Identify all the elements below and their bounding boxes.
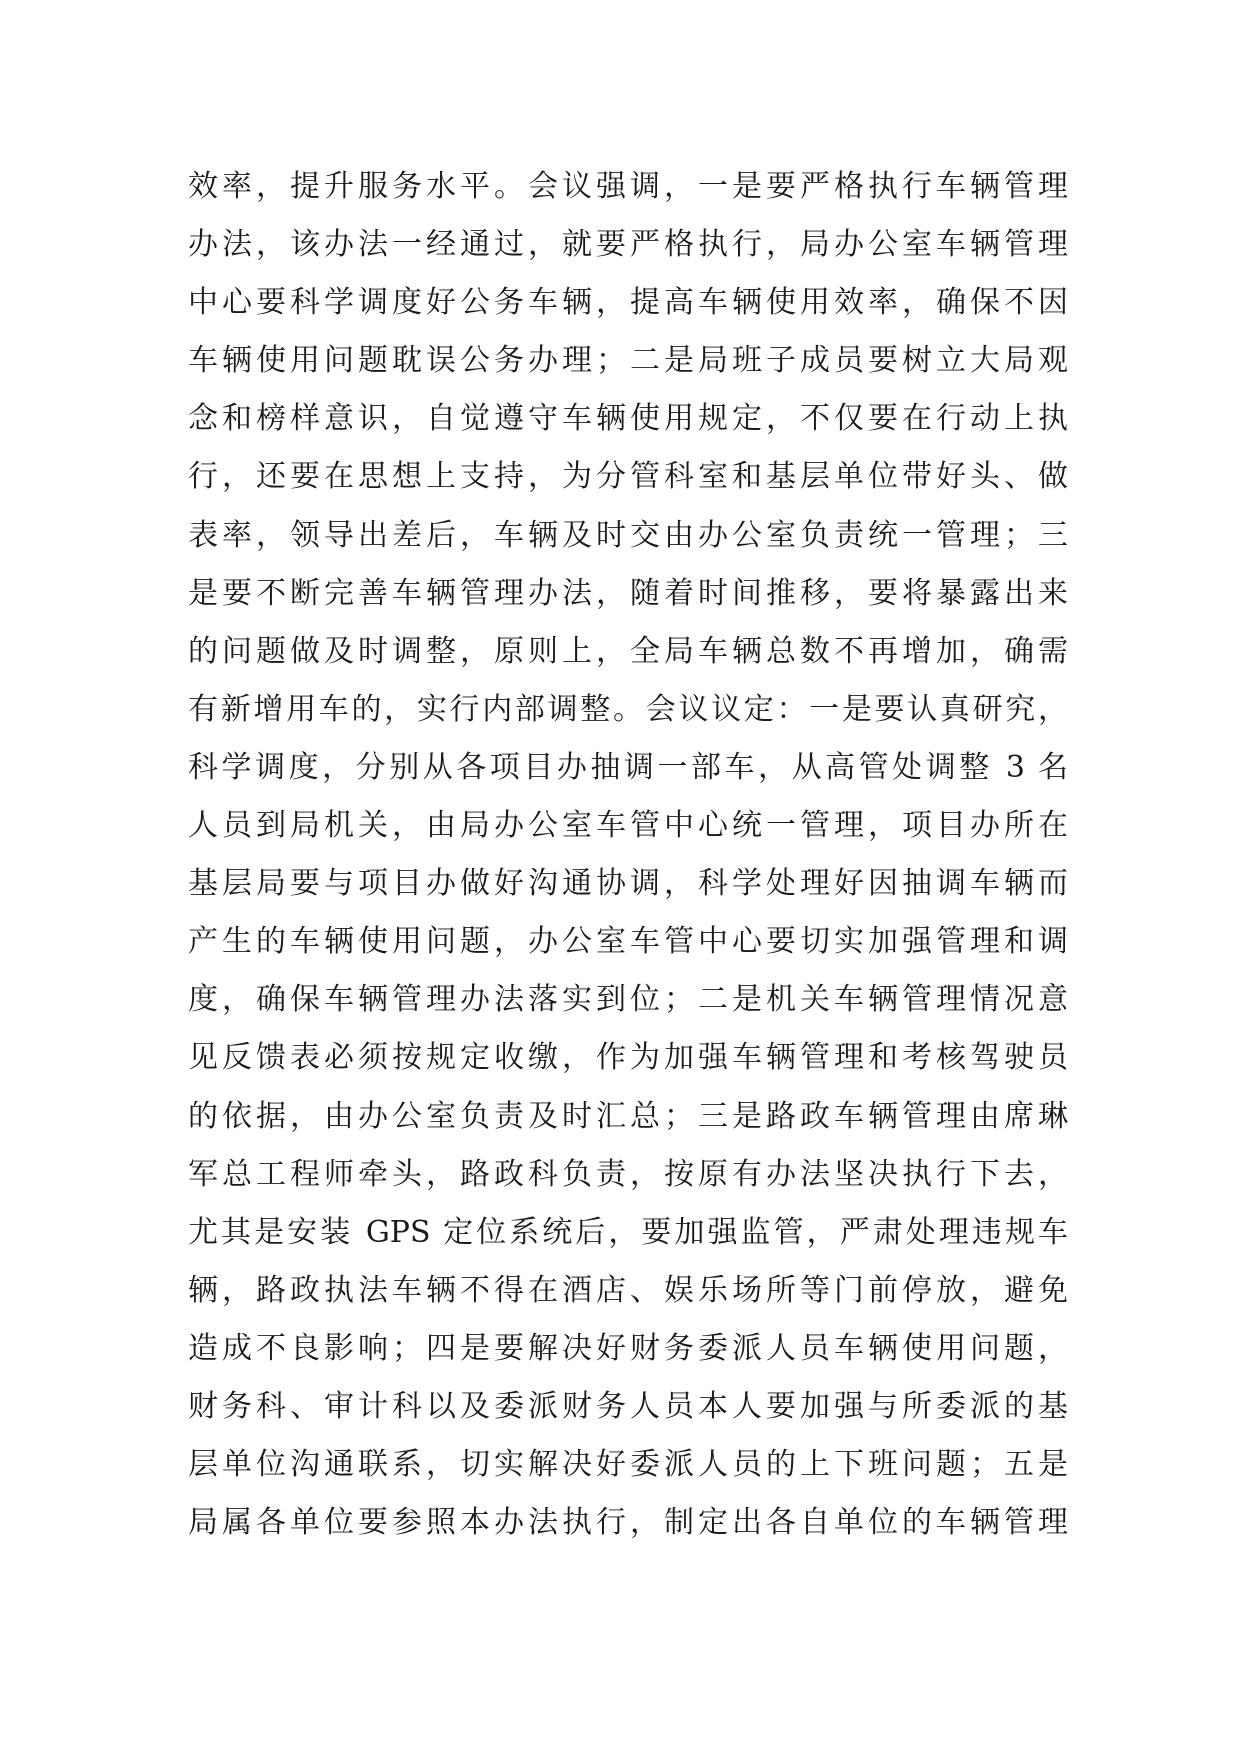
text-line: 中心要科学调度好公务车辆，提高车辆使用效率，确保不因 xyxy=(188,285,1068,321)
text-line: 造成不良影响；四是要解决好财务委派人员车辆使用问题， xyxy=(188,1330,1068,1366)
text-line: 表率，领导出差后，车辆及时交由办公室负责统一管理；三 xyxy=(188,517,1068,553)
text-line: 的问题做及时调整，原则上，全局车辆总数不再增加，确需 xyxy=(188,633,1068,669)
text-line: 层单位沟通联系，切实解决好委派人员的上下班问题；五是 xyxy=(188,1447,1068,1483)
text-line: 科学调度，分别从各项目办抽调一部车，从高管处调整 3 名 xyxy=(188,749,1068,785)
text-line: 财务科、审计科以及委派财务人员本人要加强与所委派的基 xyxy=(188,1388,1068,1424)
text-line: 车辆使用问题耽误公务办理；二是局班子成员要树立大局观 xyxy=(188,343,1068,379)
text-line: 行，还要在思想上支持，为分管科室和基层单位带好头、做 xyxy=(188,459,1068,495)
text-line: 是要不断完善车辆管理办法，随着时间推移，要将暴露出来 xyxy=(188,575,1068,611)
body-text xyxy=(188,158,1068,1552)
text-line: 度，确保车辆管理办法落实到位；二是机关车辆管理情况意 xyxy=(188,982,1068,1018)
text-line: 军总工程师牵头，路政科负责，按原有办法坚决执行下去， xyxy=(188,1156,1068,1192)
text-line: 人员到局机关，由局办公室车管中心统一管理，项目办所在 xyxy=(188,808,1068,844)
text-line: 基层局要与项目办做好沟通协调，科学处理好因抽调车辆而 xyxy=(188,866,1068,902)
text-line: 办法，该办法一经通过，就要严格执行，局办公室车辆管理 xyxy=(188,227,1068,263)
text-line: 念和榜样意识，自觉遵守车辆使用规定，不仅要在行动上执 xyxy=(188,401,1068,437)
text-line: 有新增用车的，实行内部调整。会议议定：一是要认真研究， xyxy=(188,691,1068,727)
text-line: 效率，提升服务水平。会议强调，一是要严格执行车辆管理 xyxy=(188,169,1068,204)
text-line: 辆，路政执法车辆不得在酒店、娱乐场所等门前停放，避免 xyxy=(188,1272,1068,1308)
text-line: 尤其是安装 GPS 定位系统后，要加强监管，严肃处理违规车 xyxy=(188,1214,1068,1250)
text-line: 的依据，由办公室负责及时汇总；三是路政车辆管理由席琳 xyxy=(188,1098,1068,1134)
text-line: 产生的车辆使用问题，办公室车管中心要切实加强管理和调 xyxy=(188,924,1068,960)
text-line: 局属各单位要参照本办法执行，制定出各自单位的车辆管理 xyxy=(188,1505,1068,1541)
text-line: 见反馈表必须按规定收缴，作为加强车辆管理和考核驾驶员 xyxy=(188,1040,1068,1076)
